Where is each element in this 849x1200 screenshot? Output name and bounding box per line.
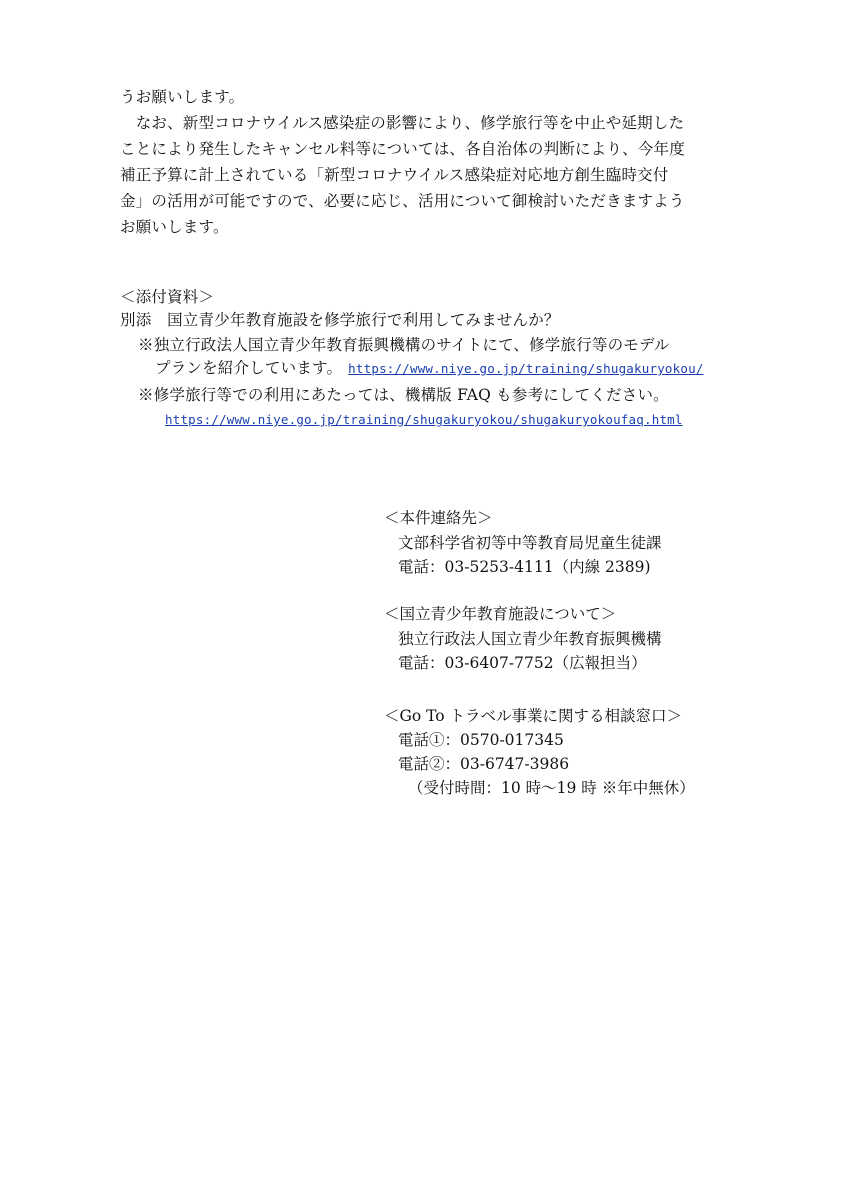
contact-goto-phone-1: 電話①：0570-017345 [398, 731, 564, 749]
contact-main-org: 文部科学省初等中等教育局児童生徒課 [398, 534, 662, 552]
contact-goto-heading: ＜Go To トラベル事業に関する相談窓口＞ [384, 707, 683, 725]
contact-niye-org: 独立行政法人国立青少年教育振興機構 [398, 630, 662, 648]
contact-main-phone: 電話：03-5253-4111（内線 2389) [398, 558, 651, 576]
body-line-2: なお、新型コロナウイルス感染症の影響により、修学旅行等を中止や延期した [120, 114, 685, 132]
attachment-note-1-text: プランを紹介しています。 [155, 359, 343, 377]
attachment-note-2-link-line [165, 408, 683, 431]
attachment-note-1-line-2 [155, 357, 704, 380]
contact-niye-heading: ＜国立青少年教育施設について＞ [384, 605, 617, 623]
contact-goto-phone-2: 電話②：03-6747-3986 [398, 755, 570, 773]
attachments-heading: ＜添付資料＞ [120, 288, 215, 306]
attachment-note-1-line-1: ※独立行政法人国立青少年教育振興機構のサイトにて、修学旅行等のモデル [138, 336, 670, 354]
contact-main-heading: ＜本件連絡先＞ [384, 509, 493, 527]
model-plan-link[interactable]: https://www.niye.go.jp/training/shugakuryokou/ [348, 361, 704, 376]
attachment-note-2: ※修学旅行等での利用にあたっては、機構版 FAQ も参考にしてください。 [138, 386, 669, 404]
body-line-5: 金」の活用が可能ですので、必要に応じ、活用について御検討いただきますよう [120, 192, 685, 210]
body-line-4: 補正予算に計上されている「新型コロナウイルス感染症対応地方創生臨時交付 [120, 166, 669, 184]
attachment-item: 別添 国立青少年教育施設を修学旅行で利用してみませんか？ [120, 311, 560, 329]
contact-niye-phone: 電話：03-6407-7752（広報担当） [398, 654, 647, 672]
body-line-1: うお願いします。 [120, 88, 245, 106]
contact-goto-hours: （受付時間：10 時～19 時 ※年中無休） [408, 779, 695, 797]
body-line-6: お願いします。 [120, 218, 229, 236]
faq-link[interactable]: https://www.niye.go.jp/training/shugakuryokou/shugakuryokoufaq.html [165, 412, 683, 427]
body-line-3: ことにより発生したキャンセル料等については、各自治体の判断により、今年度 [120, 140, 685, 158]
